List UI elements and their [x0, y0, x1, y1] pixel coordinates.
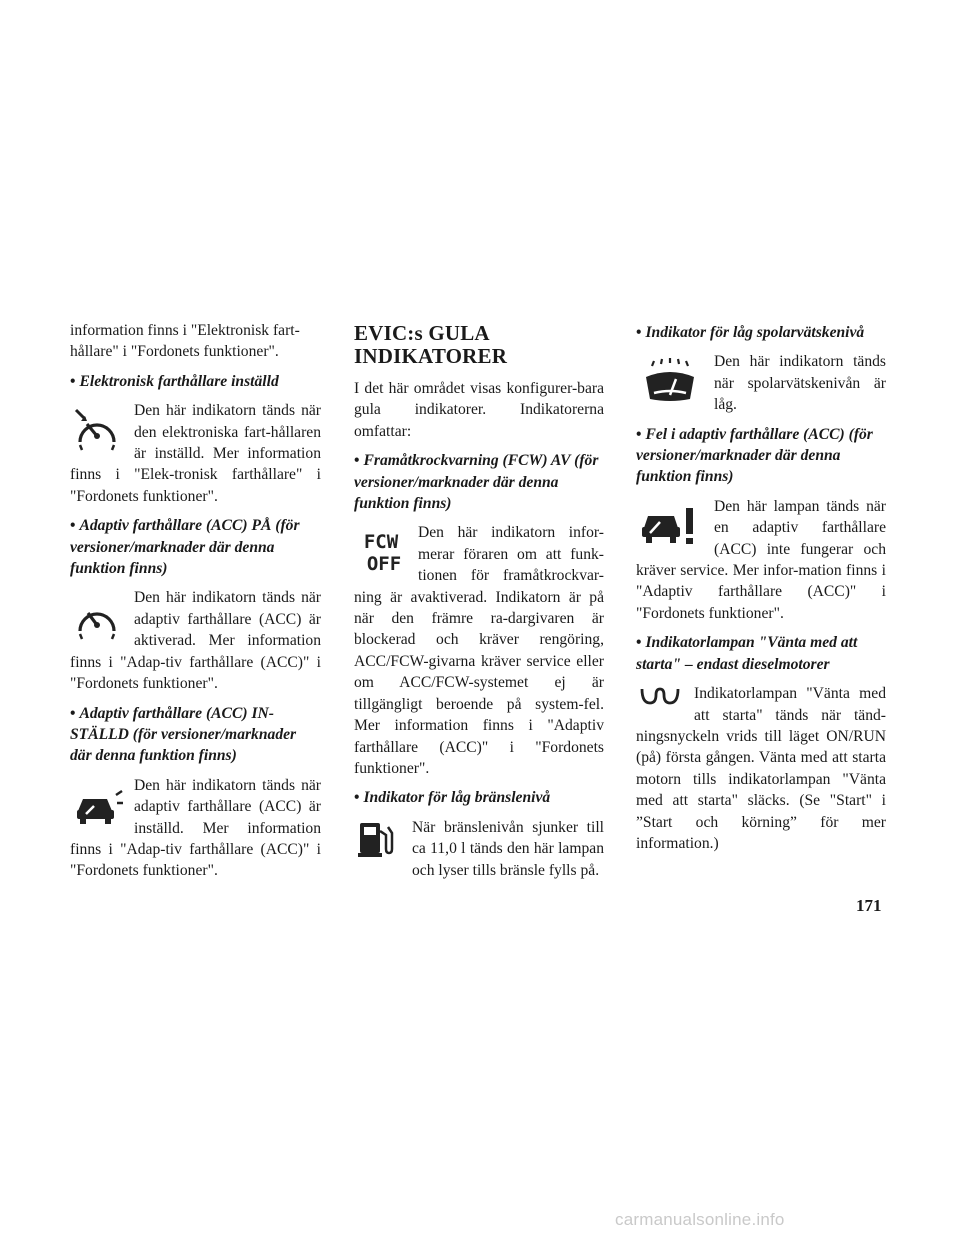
continued-text: information finns i "Elektronisk fart- hållare" i "Fordonets funktioner".	[70, 322, 300, 361]
glow-plug-icon	[636, 685, 684, 707]
column-1	[70, 320, 321, 882]
entry-acc-fault	[636, 496, 886, 624]
section-intro: I det här området visas konfigurer-bara gula indikatorer. Indikatorerna omfattar:	[354, 380, 604, 440]
washer-fluid-icon	[636, 357, 704, 409]
entry-wait-to-start	[636, 683, 886, 854]
paragraph: Indikatorlampan "Vänta med att starta" tänds när tänd-ningsnyckeln vrids till läget ON/RUN (på) första gången. Vänta med att starta motorn tills indikatorlampan "Vänta med att starta" släcks. (Se "Start" i ”Start och körning” för mer information.)	[636, 685, 886, 852]
fuel-pump-icon	[354, 819, 402, 871]
entry-acc-on	[70, 587, 321, 694]
paragraph: Den här lampan tänds när en adaptiv farthållare (ACC) inte fungerar och kräver service. Mer infor-mation finns i "Adaptiv farthållare (ACC)" i "Fordonets funktioner".	[636, 497, 886, 622]
paragraph: Den här indikatorn tänds när adaptiv farthållare (ACC) är inställd. Mer information finns i "Adap-tiv farthållare (ACC)" i "Fordonets funktioner".	[70, 776, 321, 880]
acc-set-icon	[70, 781, 124, 833]
acc-on-icon	[70, 593, 124, 645]
section-title: EVIC:s GULA INDIKATORER	[354, 321, 508, 368]
paragraph: Den här indikatorn tänds när spolarvätskenivån är låg.	[714, 353, 886, 414]
heading-washer-fluid: • Indikator för låg spolarvätskenivå	[636, 324, 865, 341]
heading-acc-on: • Adaptiv farthållare (ACC) PÅ (för versioner/marknader där denna funktion finns)	[70, 517, 300, 578]
paragraph: Den här indikatorn tänds när den elektroniska fart-hållaren är inställd. Mer information finns i "Elek-tronisk farthållare" i "Fordonets funktioner".	[70, 402, 321, 505]
heading-acc-set: • Adaptiv farthållare (ACC) IN-STÄLLD (för versioner/marknader där denna funktion finns)	[70, 704, 297, 765]
entry-washer-fluid	[636, 351, 886, 415]
svg-text:OFF: OFF	[366, 553, 402, 576]
acc-fault-icon	[636, 502, 704, 554]
svg-text:FCW: FCW	[363, 531, 399, 554]
entry-acc-set	[70, 775, 321, 882]
heading-speed-control-set: • Elektronisk farthållare inställd	[70, 372, 279, 390]
page-number: 171	[856, 896, 882, 915]
entry-low-fuel	[354, 817, 604, 881]
heading-wait-to-start: • Indikatorlampan "Vänta med att starta" – endast dieselmotorer	[636, 634, 858, 673]
column-3	[636, 320, 886, 854]
column-2	[354, 320, 604, 881]
paragraph: Den här indikatorn tänds när adaptiv farthållare (ACC) är aktiverad. Mer information finns i "Adap-tiv farthållare (ACC)" i "Fordonets funktioner".	[70, 589, 321, 693]
heading-acc-fault: • Fel i adaptiv farthållare (ACC) (för versioner/marknader där denna funktion finns)	[636, 425, 873, 486]
paragraph: Den här indikatorn infor-merar föraren om att funk-tionen för framåtkrockvar-ning är avaktiverad. Indikatorn är på när den främre ra-dargivaren är blockerad och kräver rengöring, ACC/FCW-givarna kräver service eller om ACC/FCW-systemet ej är tillgängligt beroende på system-fel. Mer information finns i "Adaptiv farthållare (ACC)" i "Fordonets funktioner".	[354, 524, 604, 777]
fcw-off-icon	[354, 528, 408, 580]
entry-speed-control-set	[70, 400, 321, 507]
entry-fcw-off	[354, 522, 604, 779]
heading-fcw-off: • Framåtkrockvarning (FCW) AV (för versioner/marknader där denna funktion finns)	[354, 452, 599, 513]
heading-low-fuel: • Indikator för låg bränslenivå	[354, 789, 551, 807]
paragraph: När bränslenivån sjunker till ca 11,0 l tänds den här lampan och lyser tills bränsle fylls på.	[412, 818, 604, 879]
watermark: carmanualsonline.info	[615, 1210, 785, 1229]
speed-control-set-icon	[70, 406, 124, 458]
